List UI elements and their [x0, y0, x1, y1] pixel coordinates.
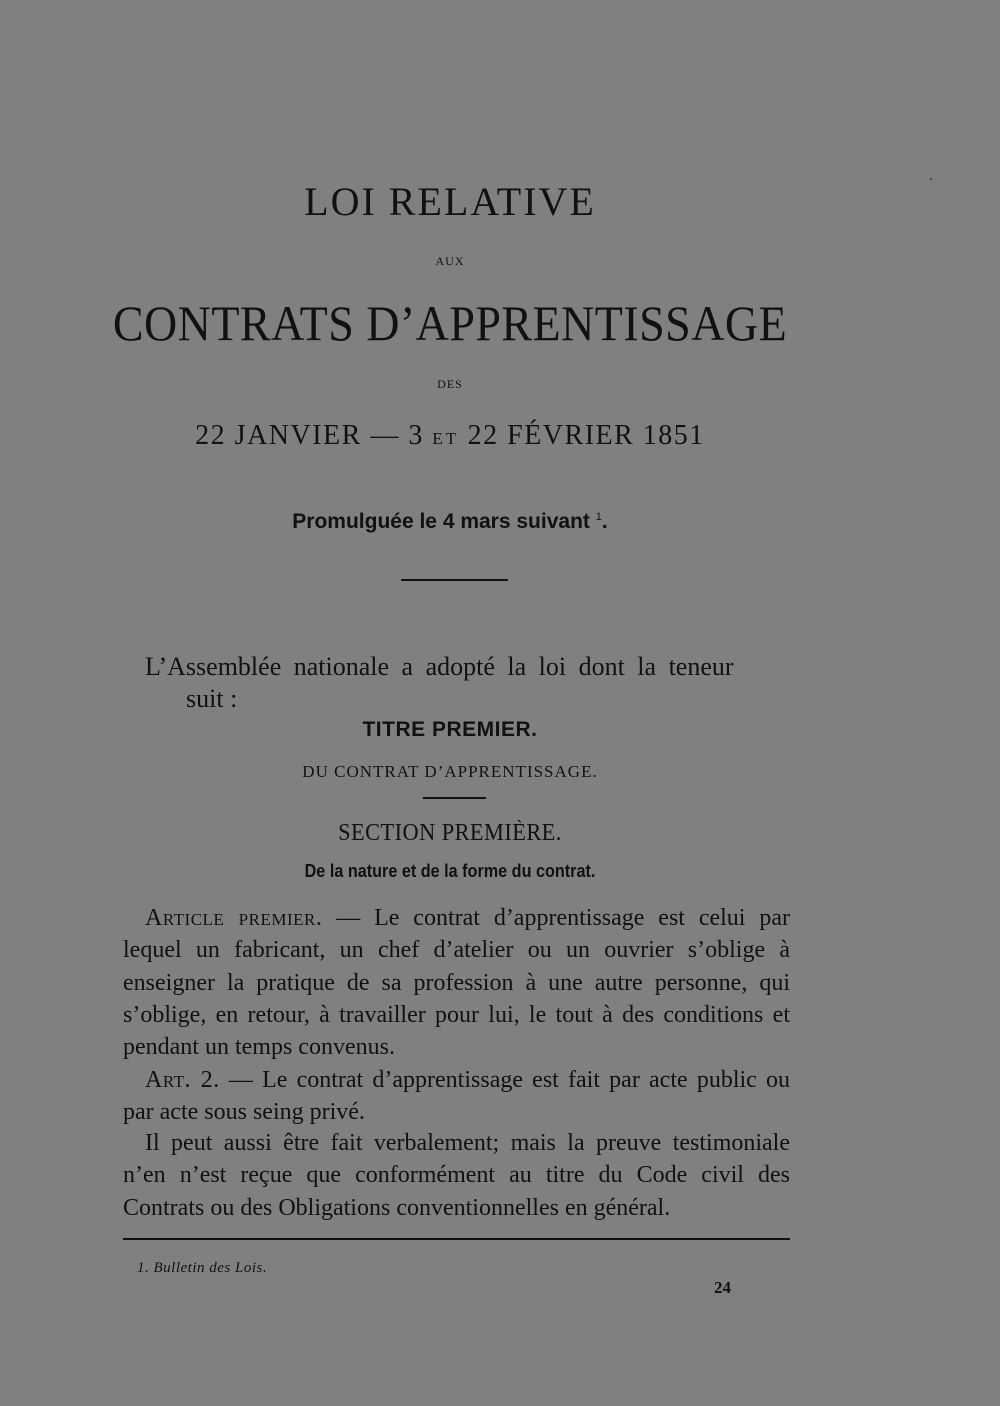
article-1-text: — Le contrat d’apprentissage est celui par lequel un fabricant, un chef d’atelier ou un ouvrier s’oblige à enseigner la pratique de sa profession à une autre personne, qui s’oblige, en retour, à travailler pour lui, le tout à des conditions et pendant un temps convenus.	[123, 905, 790, 1061]
section-subheading: De la nature et de la forme du contrat.	[304, 861, 596, 881]
connector-aux: AUX	[435, 254, 465, 268]
promulgation-line	[0, 510, 900, 534]
page-number: 24	[714, 1278, 731, 1297]
titre-heading: TITRE PREMIER.	[362, 718, 538, 741]
intro-line-2: suit :	[186, 684, 238, 713]
divider-rule	[401, 579, 508, 581]
article-2	[123, 1064, 790, 1129]
footnote-rule	[123, 1238, 790, 1240]
section-heading: SECTION PREMIÈRE.	[338, 820, 562, 846]
dates-et: ET	[432, 429, 460, 448]
promulgation-end: .	[601, 510, 608, 533]
article-1-label: Article premier.	[145, 905, 323, 931]
article-2-text: — Le contrat d’apprentissage est fait par acte public ou par acte sous seing privé.	[123, 1067, 790, 1126]
paragraph-3: Il peut aussi être fait verbalement; mais la preuve testimoniale n’en n’est reçue que conformément au titre du Code civil des Contrats ou des Obligations conventionnelles en général.	[123, 1130, 790, 1221]
title-line-1: LOI RELATIVE	[304, 179, 596, 224]
footnote-marker: 1	[595, 511, 602, 523]
paper-speck	[930, 178, 932, 180]
dates-part-1: 22 JANVIER — 3	[195, 420, 424, 451]
connector-des: DES	[437, 377, 463, 391]
footnote: 1. Bulletin des Lois.	[137, 1260, 268, 1276]
title-line-2: CONTRATS D’APPRENTISSAGE	[112, 295, 788, 351]
intro-line-1: L’Assemblée nationale a adopté la loi dont la teneur	[145, 652, 734, 681]
article-2-label: Art. 2.	[145, 1067, 220, 1093]
titre-subheading: DU CONTRAT D’APPRENTISSAGE.	[302, 762, 598, 781]
article-1	[123, 902, 790, 1063]
dates-part-2: 22 FÉVRIER 1851	[467, 420, 705, 451]
law-dates	[0, 420, 900, 452]
promulgation-text: Promulguée le 4 mars suivant	[292, 510, 590, 533]
divider-rule-small	[423, 797, 486, 799]
